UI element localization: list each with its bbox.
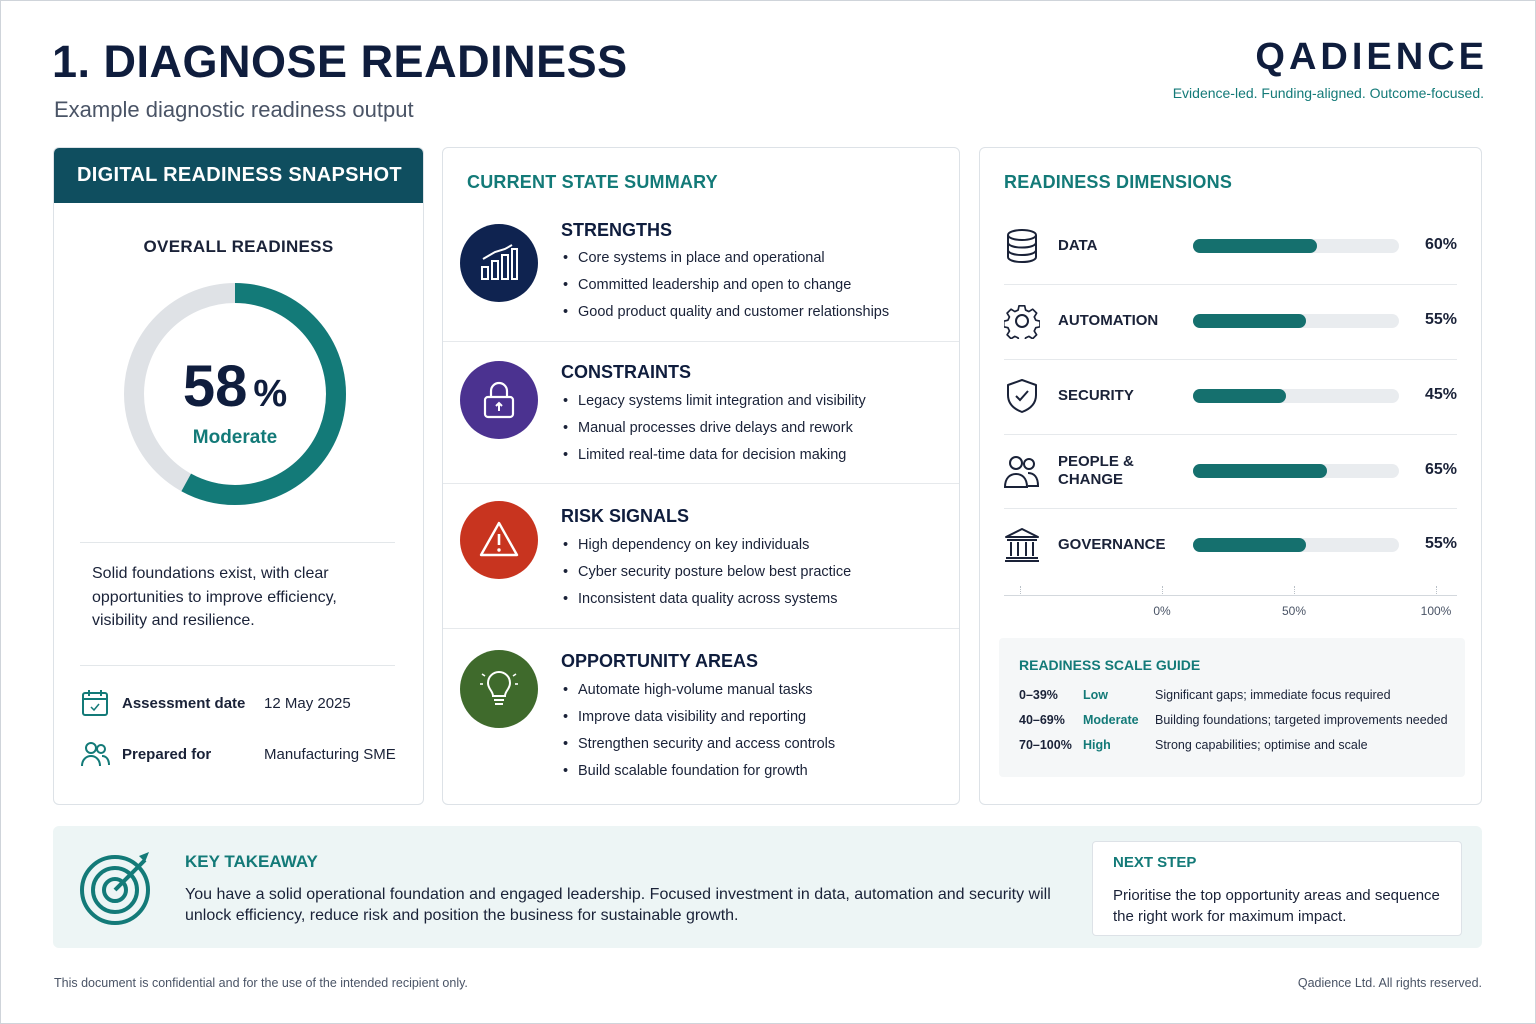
list-item: • Cyber security posture below best practice bbox=[561, 559, 851, 586]
dimension-track bbox=[1193, 538, 1399, 552]
building-icon bbox=[1004, 527, 1040, 563]
divider bbox=[80, 665, 395, 666]
axis-tick bbox=[1294, 586, 1295, 594]
target-icon bbox=[79, 850, 155, 926]
prepared-for-row bbox=[80, 739, 410, 769]
gear-icon bbox=[1004, 303, 1040, 339]
scale-desc: Significant gaps; immediate focus required bbox=[1155, 688, 1391, 702]
dimension-percent: 55% bbox=[1424, 535, 1457, 552]
axis-tick-label: 0% bbox=[1153, 604, 1171, 618]
page-title: 1. DIAGNOSE READINESS bbox=[52, 36, 628, 87]
scale-range: 70–100% bbox=[1019, 738, 1072, 752]
dimension-bar bbox=[1193, 389, 1286, 403]
divider bbox=[443, 341, 959, 342]
key-takeaway-text: You have a solid operational foundation and engaged leadership. Focused investment in data, automation and security will unlock efficiency, reduce risk and position the business for sustainable growth. bbox=[185, 886, 1051, 924]
key-takeaway-title: KEY TAKEAWAY bbox=[185, 852, 318, 871]
brand-logo: QADIENCE bbox=[1255, 36, 1488, 78]
dimension-governance bbox=[980, 515, 1481, 575]
calendar-icon bbox=[80, 688, 110, 718]
scale-level: High bbox=[1083, 738, 1111, 752]
strengths-list bbox=[561, 245, 889, 326]
dimension-percent: 45% bbox=[1424, 386, 1457, 403]
divider bbox=[1004, 508, 1457, 509]
scale-desc: Strong capabilities; optimise and scale bbox=[1155, 738, 1368, 752]
overall-score-unit: % bbox=[253, 373, 288, 415]
next-step-text: Prioritise the top opportunity areas and sequence the right work for maximum impact. bbox=[1113, 887, 1440, 925]
dimension-track bbox=[1193, 239, 1399, 253]
dimension-bar bbox=[1193, 464, 1327, 478]
readiness-dimensions-card bbox=[979, 147, 1482, 805]
next-step-box bbox=[1092, 841, 1462, 936]
list-item: • Build scalable foundation for growth bbox=[561, 758, 835, 785]
shield-icon bbox=[1004, 378, 1040, 414]
assessment-date-value: 12 May 2025 bbox=[264, 695, 351, 712]
prepared-for-value: Manufacturing SME bbox=[264, 746, 396, 763]
opportunity-areas-badge bbox=[460, 650, 538, 728]
divider bbox=[443, 483, 959, 484]
prepared-for-label: Prepared for bbox=[122, 746, 212, 763]
readiness-dimensions-title: READINESS DIMENSIONS bbox=[1004, 172, 1233, 192]
dimension-percent: 55% bbox=[1424, 311, 1457, 328]
list-item: • Good product quality and customer relationships bbox=[561, 299, 889, 326]
dimension-track bbox=[1193, 314, 1399, 328]
lock-icon bbox=[479, 380, 519, 420]
overall-score-number: 58 bbox=[182, 354, 248, 419]
dimension-track bbox=[1193, 464, 1399, 478]
list-item: • Committed leadership and open to change bbox=[561, 272, 889, 299]
risk-signals-heading: RISK SIGNALS bbox=[561, 506, 690, 526]
constraints-badge bbox=[460, 361, 538, 439]
people-icon bbox=[1004, 453, 1040, 489]
dimension-label: DATA bbox=[1058, 237, 1098, 254]
divider bbox=[443, 628, 959, 629]
dimension-percent: 65% bbox=[1424, 461, 1457, 478]
dimension-people-change bbox=[980, 441, 1481, 501]
opportunity-areas-heading: OPPORTUNITY AREAS bbox=[561, 651, 759, 671]
warning-icon bbox=[479, 520, 519, 560]
axis-tick bbox=[1162, 586, 1163, 594]
risk-signals-list bbox=[561, 532, 851, 613]
bar-chart-icon bbox=[479, 243, 519, 283]
scale-range: 40–69% bbox=[1019, 713, 1065, 727]
next-step-title: NEXT STEP bbox=[1113, 854, 1197, 871]
dimension-label: GOVERNANCE bbox=[1058, 536, 1166, 553]
readiness-snapshot-card bbox=[53, 147, 424, 805]
footer-copyright: Qadience Ltd. All rights reserved. bbox=[1297, 976, 1482, 990]
overall-rating: Moderate bbox=[192, 427, 278, 448]
constraints-list bbox=[561, 388, 866, 469]
strengths-badge bbox=[460, 224, 538, 302]
current-state-title: CURRENT STATE SUMMARY bbox=[467, 172, 718, 192]
dimension-label: SECURITY bbox=[1058, 387, 1134, 404]
lightbulb-icon bbox=[479, 669, 519, 709]
scale-guide-title: READINESS SCALE GUIDE bbox=[1019, 657, 1201, 673]
current-state-card bbox=[442, 147, 960, 805]
list-item: • Automate high-volume manual tasks bbox=[561, 677, 835, 704]
strengths-heading: STRENGTHS bbox=[561, 220, 673, 240]
risk-signals-badge bbox=[460, 501, 538, 579]
list-item: • Strengthen security and access controls bbox=[561, 731, 835, 758]
axis-tick-label: 100% bbox=[1420, 604, 1452, 618]
scale-level: Low bbox=[1083, 688, 1108, 702]
dimension-data bbox=[980, 216, 1481, 276]
snapshot-summary: Solid foundations exist, with clear opportunities to improve efficiency, visibility and resilience. bbox=[92, 565, 337, 629]
list-item: • Core systems in place and operational bbox=[561, 245, 889, 272]
dimension-bar bbox=[1193, 314, 1306, 328]
snapshot-title: DIGITAL READINESS SNAPSHOT bbox=[54, 148, 423, 203]
footer-confidential: This document is confidential and for the use of the intended recipient only. bbox=[54, 976, 468, 990]
database-icon bbox=[1004, 228, 1040, 264]
list-item: • Inconsistent data quality across systems bbox=[561, 586, 851, 613]
list-item: • High dependency on key individuals bbox=[561, 532, 851, 559]
divider bbox=[1004, 284, 1457, 285]
dimension-label: AUTOMATION bbox=[1058, 312, 1159, 329]
dimension-track bbox=[1193, 389, 1399, 403]
dimension-security bbox=[980, 366, 1481, 426]
scale-level: Moderate bbox=[1083, 713, 1139, 727]
axis-tick bbox=[1436, 586, 1437, 594]
dimension-percent: 60% bbox=[1424, 236, 1457, 253]
assessment-date-label: Assessment date bbox=[122, 695, 246, 712]
key-takeaway-banner bbox=[53, 826, 1482, 948]
brand-tagline: Evidence-led. Funding-aligned. Outcome-focused. bbox=[1172, 85, 1484, 101]
dimension-label bbox=[1058, 453, 1148, 489]
dimension-label-text: PEOPLE & CHANGE bbox=[1058, 453, 1134, 488]
divider bbox=[80, 542, 395, 543]
readiness-scale-guide bbox=[999, 638, 1465, 777]
scale-desc: Building foundations; targeted improvements needed bbox=[1155, 713, 1448, 727]
divider bbox=[1004, 434, 1457, 435]
people-icon bbox=[80, 739, 110, 769]
dimension-bar bbox=[1193, 538, 1306, 552]
divider bbox=[1004, 359, 1457, 360]
page-subtitle: Example diagnostic readiness output bbox=[54, 97, 414, 122]
axis-tick-label: 50% bbox=[1281, 604, 1307, 618]
opportunity-areas-list bbox=[561, 677, 835, 785]
list-item: • Legacy systems limit integration and visibility bbox=[561, 388, 866, 415]
axis-line bbox=[1004, 595, 1457, 596]
constraints-heading: CONSTRAINTS bbox=[561, 362, 691, 382]
dimension-bar bbox=[1193, 239, 1317, 253]
list-item: • Improve data visibility and reporting bbox=[561, 704, 835, 731]
list-item: • Manual processes drive delays and rework bbox=[561, 415, 866, 442]
assessment-date-row bbox=[80, 688, 410, 718]
scale-range: 0–39% bbox=[1019, 688, 1058, 702]
dimension-automation bbox=[980, 291, 1481, 351]
overall-score bbox=[122, 353, 348, 420]
overall-readiness-label: OVERALL READINESS bbox=[143, 237, 334, 256]
axis-tick bbox=[1020, 586, 1021, 594]
list-item: • Limited real-time data for decision making bbox=[561, 442, 866, 469]
